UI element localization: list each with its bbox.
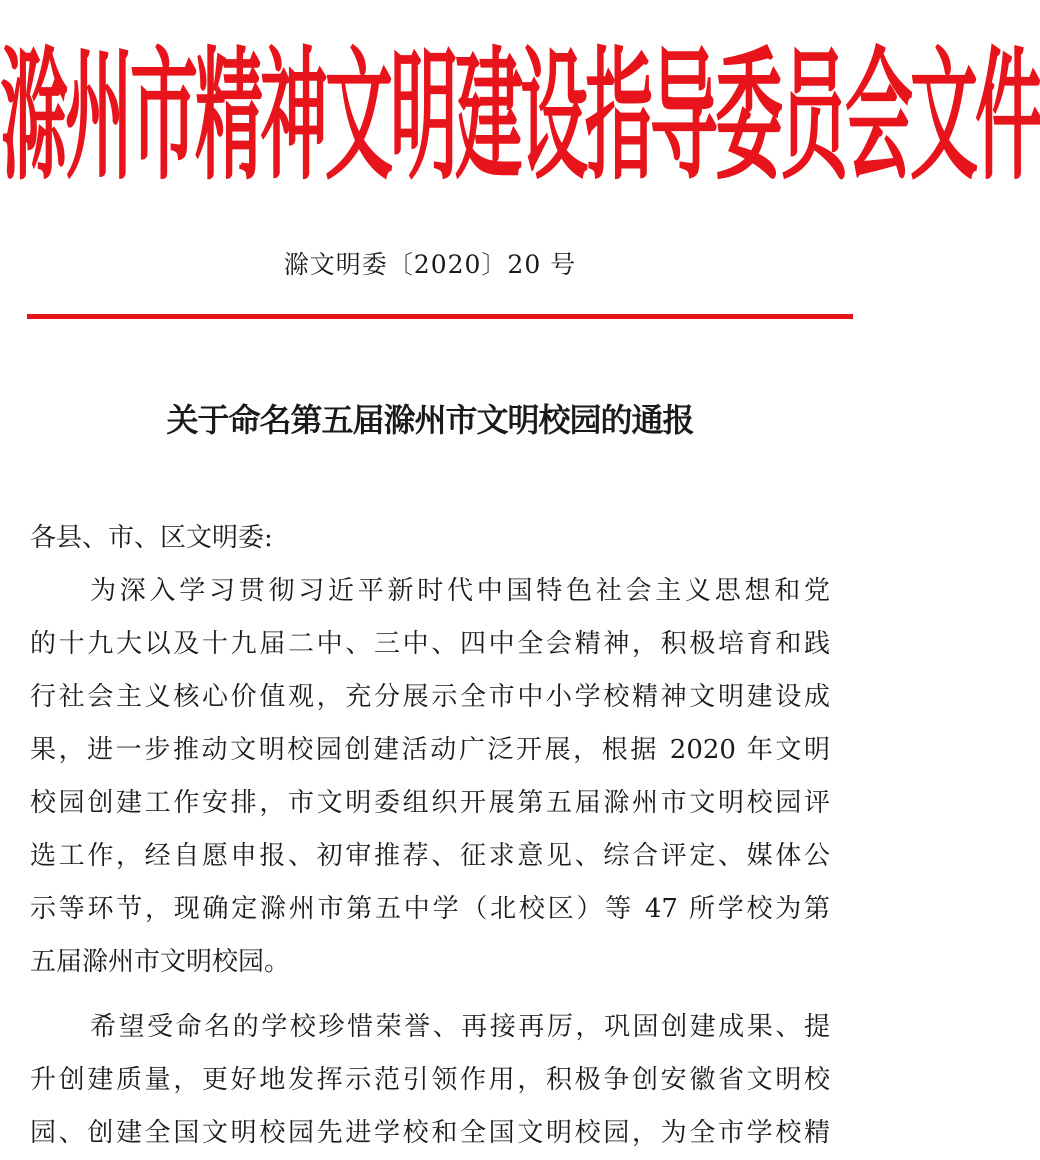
document-body — [30, 512, 830, 1160]
paragraph-line: 的十九大以及十九届二中、三中、四中全会精神，积极培育和践 — [30, 629, 830, 659]
paragraph-line: 校园创建工作安排，市文明委组织开展第五届滁州市文明校园评 — [30, 788, 830, 818]
notice-title: 关于命名第五届滁州市文明校园的通报 — [166, 401, 694, 439]
paragraph-line: 升创建质量，更好地发挥示范引领作用，积极争创安徽省文明校 — [30, 1065, 830, 1095]
paragraph-2 — [30, 1001, 830, 1160]
paragraph-line: 五届滁州市文明校园。 — [30, 947, 291, 977]
paragraph-line: 希望受命名的学校珍惜荣誉、再接再厉，巩固创建成果、提 — [90, 1012, 830, 1042]
red-divider-line — [27, 314, 853, 319]
paragraph-line: 果，进一步推动文明校园创建活动广泛开展，根据 2020 年文明 — [30, 735, 830, 765]
paragraph-line: 为深入学习贯彻习近平新时代中国特色社会主义思想和党 — [90, 576, 830, 606]
salutation: 各县、市、区文明委: — [30, 523, 273, 553]
paragraph-gap — [30, 989, 830, 1001]
paragraph-line: 示等环节，现确定滁州市第五中学（北校区）等 47 所学校为第 — [30, 894, 830, 924]
paragraph-line: 选工作，经自愿申报、初审推荐、征求意见、综合评定、媒体公 — [30, 841, 830, 871]
paragraph-1 — [30, 565, 830, 989]
paragraph-line: 行社会主义核心价值观，充分展示全市中小学校精神文明建设成 — [30, 682, 830, 712]
document-number: 滁文明委〔2020〕20 号 — [283, 250, 577, 279]
issuing-authority-title: 滁州市精神文明建设指导委员会文件 — [0, 35, 1040, 202]
paragraph-line: 园、创建全国文明校园先进学校和全国文明校园，为全市学校精 — [30, 1118, 830, 1148]
